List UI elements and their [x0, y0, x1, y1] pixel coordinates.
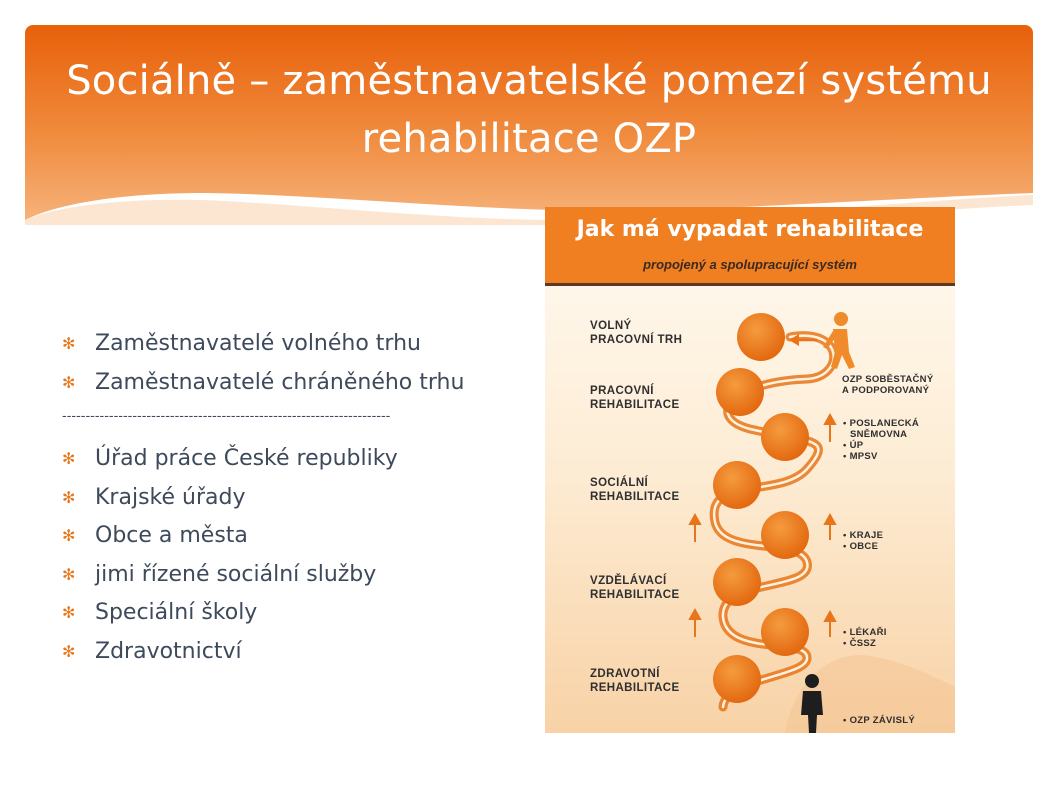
- asterisk-icon: ✻: [62, 334, 76, 353]
- list-item: ✻ jimi řízené sociální služby: [62, 556, 502, 595]
- infographic-title: Jak má vypadat rehabilitace: [576, 217, 924, 242]
- infographic-graphic: [545, 207, 955, 733]
- bullet-list: [62, 325, 502, 671]
- stage-circle: [713, 558, 761, 606]
- asterisk-icon: ✻: [62, 641, 76, 661]
- list-item: ✻ Obce a města: [62, 517, 502, 556]
- stage-circle: [713, 461, 761, 509]
- stage-circle: [716, 368, 764, 416]
- asterisk-icon: ✻: [62, 449, 76, 468]
- stage-circle: [713, 655, 761, 703]
- institutions-group-b: • KRAJE • OBCE: [843, 530, 884, 552]
- institutions-group-a: • POSLANECKÁ SNĚMOVNA • ÚP • MPSV: [843, 418, 920, 462]
- list-item: ✻ Úřad práce České republiky: [62, 440, 502, 479]
- title-line-1: Sociálně – zaměstnavatelské pomezí systému: [66, 58, 992, 104]
- slide-title: [25, 52, 1033, 168]
- list-item: ✻ Zaměstnavatelé volného trhu: [62, 325, 502, 364]
- rehabilitation-infographic: [545, 207, 955, 733]
- infographic-subtitle: propojený a spolupracující systém: [643, 257, 857, 272]
- list-item: ✻ Zdravotnictví: [62, 633, 502, 672]
- stage-circle: [737, 313, 785, 361]
- list-item: ✻ Krajské úřady: [62, 479, 502, 518]
- stage-circle: [761, 413, 809, 461]
- stage-label: VOLNÝ PRACOVNÍ TRH: [590, 320, 683, 346]
- stage-label: PRACOVNÍ REHABILITACE: [590, 385, 680, 411]
- asterisk-icon: ✻: [62, 603, 76, 622]
- stage-label: VZDĚLÁVACÍ REHABILITACE: [590, 575, 680, 601]
- institutions-group-c: • LÉKAŘI • ČSSZ: [843, 627, 887, 649]
- asterisk-icon: ✻: [62, 372, 76, 392]
- stage-circle: [761, 511, 809, 559]
- list-item: ✻ Zaměstnavatelé chráněného trhu: [62, 364, 502, 403]
- title-line-2: rehabilitace OZP: [361, 116, 697, 162]
- stage-circle: [761, 608, 809, 656]
- list-item: ✻ Speciální školy: [62, 594, 502, 633]
- stage-label: SOCIÁLNÍ REHABILITACE: [590, 477, 680, 503]
- asterisk-icon: ✻: [62, 526, 76, 545]
- dashed-divider: ----------------------------------------------------------------------: [62, 409, 391, 424]
- stage-label: ZDRAVOTNÍ REHABILITACE: [590, 668, 680, 694]
- asterisk-icon: ✻: [62, 564, 76, 584]
- ozp-independent-label: OZP SOBĚSTAČNÝ A PODPOROVANÝ: [842, 374, 934, 396]
- ozp-dependent-label: • OZP ZÁVISLÝ: [843, 715, 915, 726]
- asterisk-icon: ✻: [62, 487, 76, 507]
